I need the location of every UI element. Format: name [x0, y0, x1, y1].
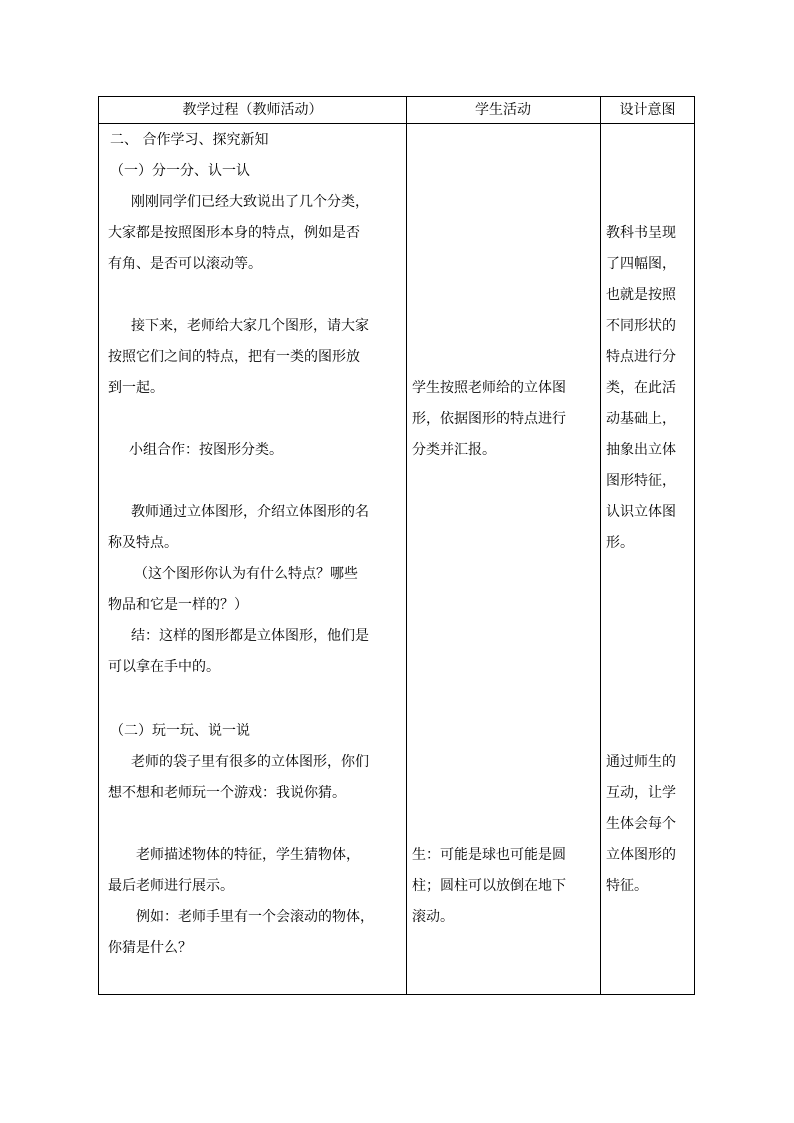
teacher-text-line: 刚刚同学们已经大致说出了几个分类， — [131, 194, 369, 210]
teacher-text-line: 老师的袋子里有很多的立体图形，你们 — [131, 754, 369, 770]
student-text-line: 形，依据图形的特点进行 — [412, 411, 566, 427]
intent-text-line: 立体图形的 — [606, 847, 676, 863]
intent-text-line: 动基础上， — [606, 411, 676, 427]
teacher-text-line: 物品和它是一样的？） — [108, 597, 248, 613]
column-divider — [600, 97, 601, 994]
subsection-heading: （一）分一分、认一认 — [110, 163, 250, 179]
section-heading: 二、 合作学习、探究新知 — [110, 132, 269, 148]
student-text-line: 滚动。 — [412, 909, 454, 925]
teacher-text-line: 最后老师进行展示。 — [108, 878, 234, 894]
teacher-text-line: 到一起。 — [108, 380, 164, 396]
header-intent: 设计意图 — [619, 102, 676, 118]
intent-text-line: 抽象出立体 — [606, 442, 676, 458]
teacher-text-line: 按照它们之间的特点，把有一类的图形放 — [108, 349, 360, 365]
intent-text-line: 通过师生的 — [606, 754, 676, 770]
teacher-text-line: 接下来，老师给大家几个图形，请大家 — [131, 318, 369, 334]
teacher-text-line: 称及特点。 — [108, 535, 178, 551]
teacher-text-line: 老师描述物体的特征，学生猜物体， — [136, 847, 360, 863]
header-divider — [99, 123, 694, 124]
student-text-line: 学生按照老师给的立体图 — [412, 380, 566, 396]
intent-text-line: 互动，让学 — [606, 785, 676, 801]
intent-text-line: 类，在此活 — [606, 380, 676, 396]
intent-text-line: 生体会每个 — [606, 816, 676, 832]
intent-text-line: 图形特征， — [606, 473, 676, 489]
header-teacher: 教学过程（教师活动） — [182, 102, 323, 118]
student-text-line: 柱；圆柱可以放倒在地下 — [412, 878, 566, 894]
intent-text-line: 形。 — [606, 535, 634, 551]
teacher-text-line: 教师通过立体图形，介绍立体图形的名 — [131, 504, 369, 520]
subsection-heading: （二）玩一玩、说一说 — [110, 723, 250, 739]
teacher-text-line: 可以拿在手中的。 — [108, 659, 220, 675]
teacher-text-line: 有角、是否可以滚动等。 — [108, 256, 262, 272]
teacher-text-line: 大家都是按照图形本身的特点，例如是否 — [108, 225, 360, 241]
column-divider — [406, 97, 407, 994]
intent-text-line: 特点进行分 — [606, 349, 676, 365]
teacher-text-line: 结：这样的图形都是立体图形，他们是 — [131, 628, 369, 644]
student-text-line: 生：可能是球也可能是圆 — [412, 847, 566, 863]
student-text-line: 分类并汇报。 — [412, 442, 496, 458]
teacher-text-line: 你猜是什么？ — [108, 940, 192, 956]
teacher-text-line: 想不想和老师玩一个游戏：我说你猜。 — [108, 785, 346, 801]
teacher-text-line: （这个图形你认为有什么特点？哪些 — [134, 566, 358, 582]
header-student: 学生活动 — [475, 102, 531, 118]
intent-text-line: 特征。 — [606, 878, 648, 894]
intent-text-line: 教科书呈现 — [606, 225, 676, 241]
intent-text-line: 了四幅图， — [606, 256, 676, 272]
intent-text-line: 也就是按照 — [606, 287, 676, 303]
teacher-text-line: 小组合作：按图形分类。 — [129, 442, 283, 458]
intent-text-line: 不同形状的 — [606, 318, 676, 334]
teacher-text-line: 例如：老师手里有一个会滚动的物体， — [136, 909, 374, 925]
intent-text-line: 认识立体图 — [606, 504, 676, 520]
